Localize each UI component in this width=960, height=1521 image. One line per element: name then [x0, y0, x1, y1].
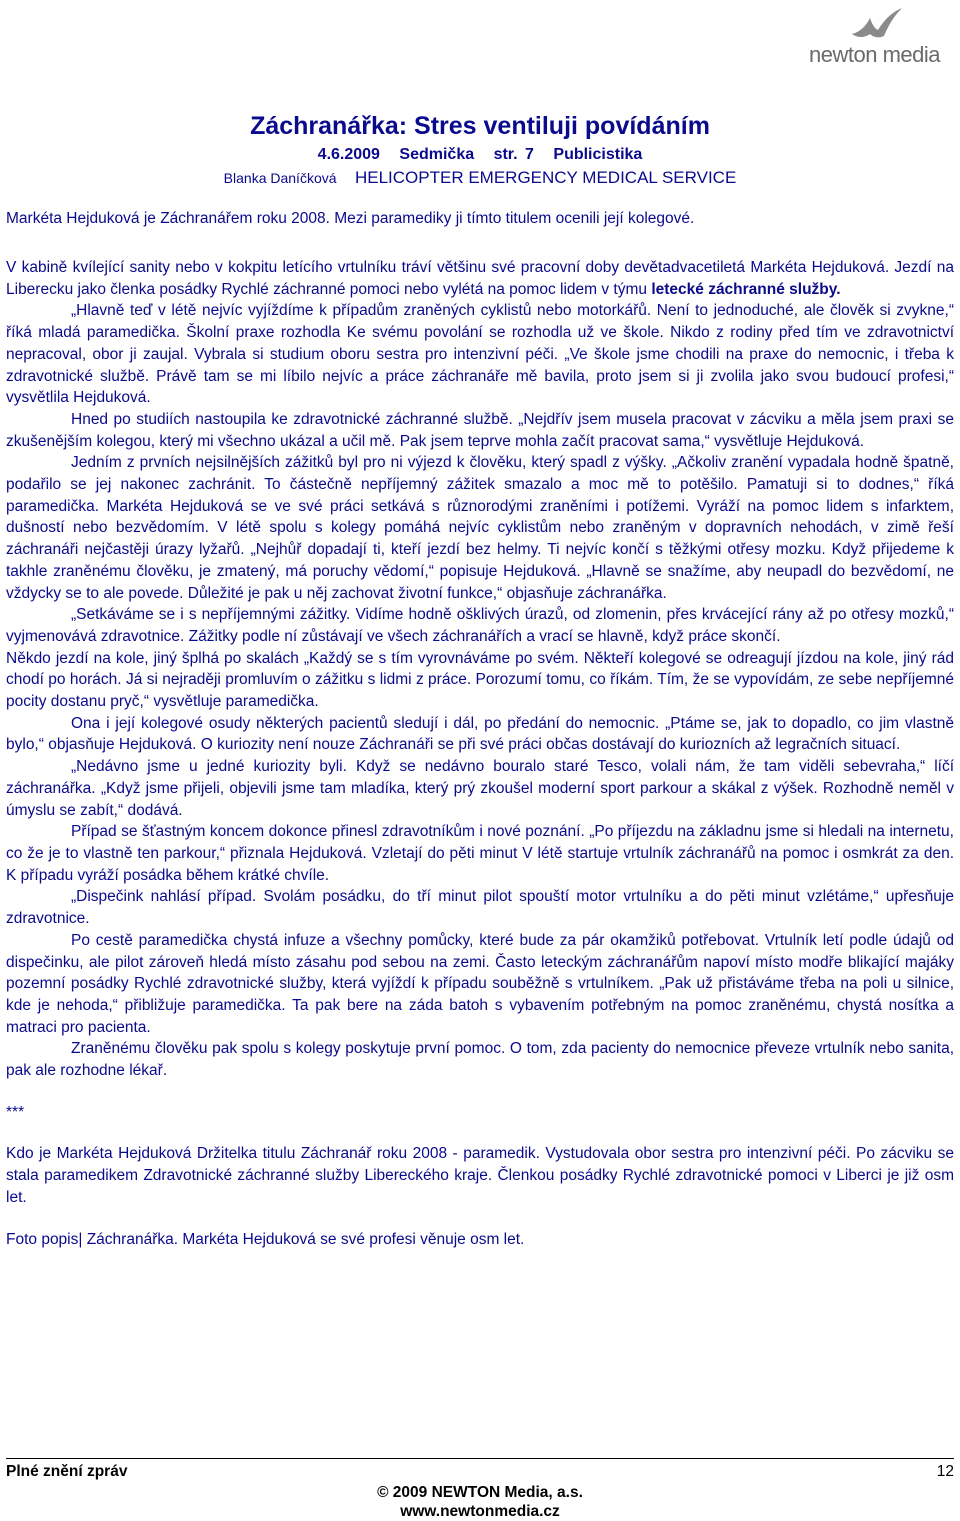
article-lead: Markéta Hejduková je Záchranářem roku 2008. Mezi paramediky ji tímto titulem ocenili její kolegové. — [6, 210, 695, 227]
article-title: Záchranářka: Stres ventiluji povídáním — [250, 112, 710, 140]
newton-media-logo — [800, 6, 940, 66]
paragraph: Případ se šťastným koncem dokonce přinesl zdravotníkům i nové poznání. „Po příjezdu na základnu jsme si hledali na internetu, co že je to vlastně ten parkour,“ přiznala Hejduková. Vzletají do pěti minut V létě startuje vrtulník záchranářů na pomoc i osmkrát za den. K případu vyráží posádka během krátké chvíle. — [6, 823, 954, 884]
article-subject: HELICOPTER EMERGENCY MEDICAL SERVICE — [354, 168, 737, 187]
paragraph: „Nedávno jsme u jedné kuriozity byli. Když se nedávno bouralo staré Tesco, volali nám, že tam viděli sebevraha,“ líčí záchranářka. „Když jsme přijeli, objevili jsme tam mladíka, který prý zkoušel moderní sport parkour a skákal z výšek. Rozhodně neměl v úmyslu se zabít,“ dodává. — [6, 758, 954, 819]
article-date: 4.6.2009 — [317, 146, 380, 163]
bird-icon — [848, 6, 904, 42]
paragraph: „Dispečink nahlásí případ. Svolám posádku, do tří minut pilot spouští motor vrtulníku a do pěti minut vzlétáme,“ upřesňuje zdravotnice. — [6, 888, 954, 928]
page-number: 12 — [936, 1463, 954, 1480]
copyright-text: © 2009 NEWTON Media, a.s. — [377, 1484, 583, 1501]
separator-stars: *** — [6, 1103, 25, 1121]
paragraph: „Hlavně teď v létě nejvíc vyjíždíme k případům zraněných cyklistů nebo motorkářů. Není to jednoduché, ale člověk si zvykne,“ říká mladá paramedička. Školní praxe rozhodla Ke svému povolání se rozhodla už ve škole. Nikdo z rodiny před tím ve zdravotnictví nepracoval, obor ji zaujal. Vybrala si studium oboru sestra pro intenzivní péči. „Ve škole jsme chodili na praxe do nemocnic, i třeba k zdravotnické službě. Právě tam se mi líbilo nejvíc a práce záchranáře mě bavila, proto jsem si ji zvolila jako svou budoucí profesi,“ vysvětlila Hejduková. — [6, 302, 954, 407]
article-meta — [0, 146, 960, 164]
paragraph: Zraněnému člověku pak spolu s kolegy poskytuje první pomoc. O tom, zda pacienty do nemocnice převeze vrtulník nebo sanita, pak ale rozhodne lékař. — [6, 1040, 954, 1080]
logo-text: newton media — [809, 42, 940, 67]
footer-label: Plné znění zpráv — [6, 1463, 128, 1480]
article-source: Sedmička — [399, 146, 475, 163]
article-page: str. 7 — [493, 146, 534, 163]
paragraph: Hned po studiích nastoupila ke zdravotnické záchranné službě. „Nejdřív jsem musela pracovat v zácviku a měla jsem praxi se zkušenějším kolegou, který mi všechno ukázal a učil mě. Pak jsem teprve mohla začít pracovat sama,“ vysvětluje Hejduková. — [6, 410, 954, 450]
paragraph: Jedním z prvních nejsilnějších zážitků byl pro ni výjezd k člověku, který spadl z výšky. „Ačkoliv zranění vypadala hodně špatně, podařilo se jej nakonec zachránit. To částečně nepříjemný zážitek smazalo a moc mě to potěšilo. Pamatuji si to dodnes,“ říká paramedička. Markéta Hejduková se ve své práci setkává s různorodými zraněními i potížemi. Vyráží na pomoc lidem s infarktem, dušností nebo bezvědomím. V létě spolu s kolegy pomáhá nejvíc cyklistům nebo zraněným v dopravních nehodách, v zimě řeší záchranáři nejčastěji úrazy lyžařů. „Nejhůř dopadají ti, kteří jezdí bez helmy. Ti nejvíc končí s těžkými otřesy mozku. Když přijedeme k takhle zraněnému člověku, je zmatený, má poruchy vědomí,“ popisuje Hejduková. „Hlavně se snažíme, aby neupadl do bezvědomí, ne vždycky se to ale povede. Důležité je pak u něj zachovat životní funkce,“ objasňuje záchranářka. — [6, 454, 954, 602]
article-author: Blanka Daníčková — [223, 170, 337, 186]
footer-divider — [6, 1458, 954, 1459]
paragraph: Po cestě paramedička chystá infuze a všechny pomůcky, které bude za pár okamžiků potřebovat. Vrtulník letí podle údajů od dispečinku, ale pilot zároveň hledá místo zásahu pod sebou na zemi. Často leteckým záchranářům napoví místo modře blikající majáky pozemní posádky Rychlé zdravotnické služby, která vyjíždí k případu souběžně s vrtulníkem. „Pak už přistáváme třeba na poli u silnice, kde je nehoda,“ přibližuje paramedička. Ta pak bere na záda batoh s vybavením potřebným na pomoc zraněnému, chystá nosítka a matraci pro pacienta. — [6, 931, 954, 1036]
article-body — [6, 257, 954, 1250]
article-byline — [0, 168, 960, 188]
footer-url[interactable]: www.newtonmedia.cz — [400, 1503, 560, 1520]
paragraph: V kabině kvílející sanity nebo v kokpitu letícího vrtulníku tráví většinu své pracovní doby devětadvacetiletá Markéta Hejduková. Jezdí na Liberecku jako členka posádky Rychlé záchranné pomoci nebo vylétá na pomoc lidem v týmu letecké záchranné služby. — [6, 259, 954, 298]
article-section: Publicistika — [553, 146, 643, 163]
footer-copyright-block — [0, 1483, 960, 1521]
paragraph: Ona i její kolegové osudy některých pacientů sledují i dál, po předání do nemocnic. „Ptáme se, jak to dopadlo, co jim vlastně bylo,“ objasňuje Hejduková. O kuriozity není nouze Záchranáři se při své práci občas dostávají do kuriozních až legračních situací. — [6, 714, 954, 754]
paragraph: Někdo jezdí na kole, jiný šplhá po skalách „Každý se s tím vyrovnáváme po svém. Někteří kolegové se odreagují jízdou na kole, jiný rád chodí po horách. Já si nejraději promluvím o zážitku s lidmi z práce. Porozumí tomu, co říkám. Tím, že se vypovídám, ze sebe nepříjemné pocity dostanu pryč,“ vysvětluje paramedička. — [6, 649, 954, 711]
photo-caption: Foto popis| Záchranářka. Markéta Hejduková se své profesi věnuje osm let. — [6, 1230, 525, 1248]
bio-paragraph: Kdo je Markéta Hejduková Držitelka titulu Záchranář roku 2008 - paramedik. Vystudovala obor sestra pro intenzivní péči. Po zácviku se stala paramedikem Zdravotnické záchranné služby Libereckého kraje. Členkou posádky Rychlé zdravotnické pomoci v Liberci je již osm let. — [6, 1145, 954, 1206]
paragraph: „Setkáváme se i s nepříjemnými zážitky. Vidíme hodně ošklivých úrazů, od zlomenin, přes krvácející rány až po otřesy mozků,“ vyjmenovává zdravotnice. Zážitky podle ní zůstávají ve všech záchranářích a vrací se hlavně, když práce skončí. — [6, 606, 954, 645]
